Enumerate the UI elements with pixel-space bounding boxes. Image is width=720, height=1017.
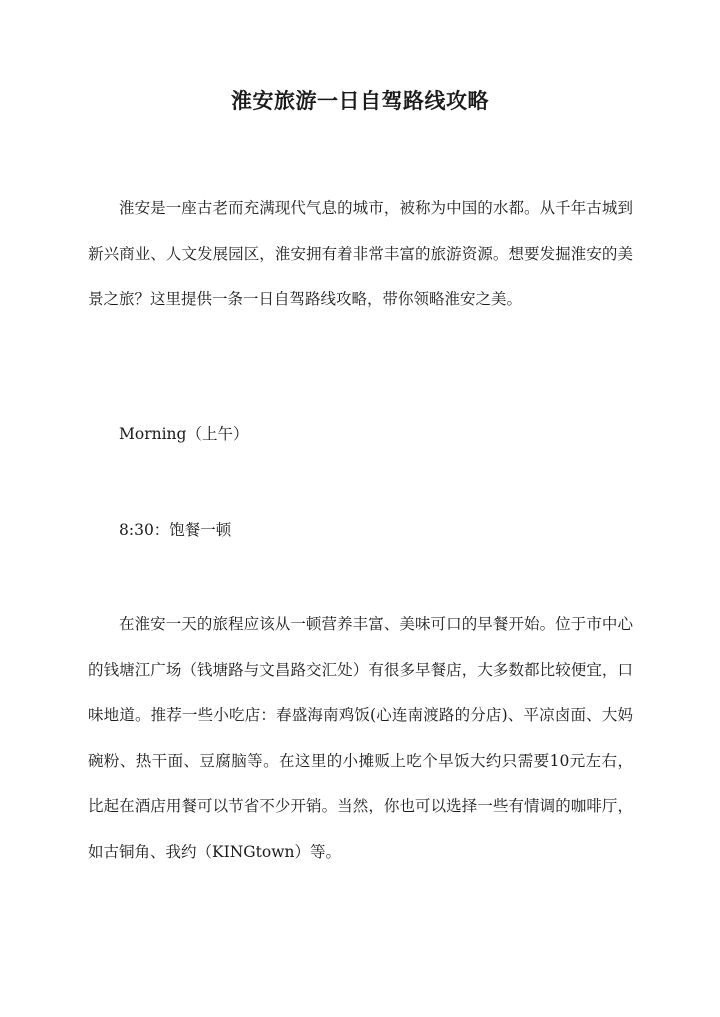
document-title: 淮安旅游一日自驾路线攻略 [231, 88, 489, 113]
intro-paragraph: 淮安是一座古老而充满现代气息的城市，被称为中国的水都。从千年古城到新兴商业、人文发展园区，淮安拥有着非常丰富的旅游资源。想要发掘淮安的美景之旅？这里提供一条一日自驾路线攻略，带你领略淮安之美。 [88, 199, 633, 308]
time-entry: 8:30：饱餐一顿 [119, 521, 232, 539]
section-heading-morning: Morning（上午） [119, 425, 249, 443]
breakfast-paragraph: 在淮安一天的旅程应该从一顿营养丰富、美味可口的早餐开始。位于市中心的钱塘江广场（钱塘路与文昌路交汇处）有很多早餐店，大多数都比较便宜，口味地道。推荐一些小吃店：春盛海南鸡饭(心连南渡路的分店)、平凉卤面、大妈碗粉、热干面、豆腐脑等。在这里的小摊贩上吃个早饭大约只需要10元左右，比起在酒店用餐可以节省不少开销。当然，你也可以选择一些有情调的咖啡厅，如古铜角、我约（KINGtown）等。 [88, 615, 633, 861]
